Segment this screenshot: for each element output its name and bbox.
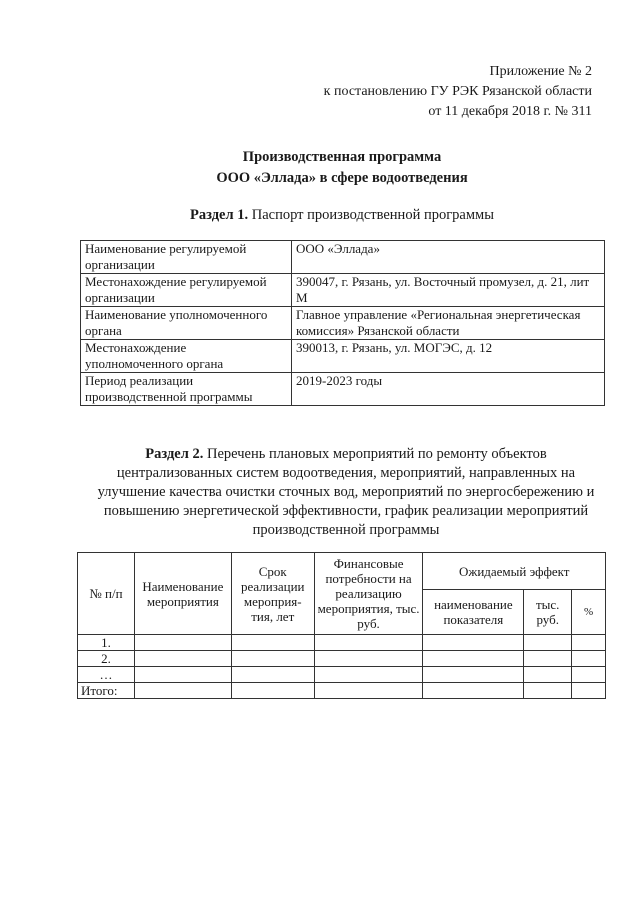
- total-row: [78, 683, 606, 699]
- header-number: № п/п: [78, 553, 135, 635]
- passport-row: [81, 274, 605, 307]
- header-term: Срок реализации мероприя-тия, лет: [231, 553, 314, 635]
- document-subtitle: ООО «Эллада» в сфере водоотведения: [216, 170, 468, 186]
- appendix-block: [324, 62, 592, 122]
- passport-value: 2019-2023 годы: [292, 373, 605, 406]
- header-percent: %: [572, 590, 606, 635]
- section-1-heading: [0, 207, 640, 224]
- passport-label: Местонахождение регулируемой организации: [81, 274, 292, 307]
- passport-row: [81, 340, 605, 373]
- section-2-label: Раздел 2.: [145, 446, 204, 462]
- passport-value: 390013, г. Рязань, ул. МОГЭС, д. 12: [292, 340, 605, 373]
- section-2-heading: [96, 445, 596, 540]
- appendix-line-2: к постановлению ГУ РЭК Рязанской области: [323, 84, 592, 99]
- row-number: 2.: [78, 651, 135, 667]
- section-2-text: Перечень плановых мероприятий по ремонту объектов централизованных систем водоотведения, мероприятий, направленных на улучшение качества очистки сточных вод, мероприятий по энергосбережению и повышению энергетической эффективности, график реализации мероприятий производственной программы: [97, 446, 595, 538]
- row-number: …: [78, 667, 135, 683]
- header-expected-effect: Ожидаемый эффект: [423, 553, 606, 590]
- events-header-row: [78, 553, 606, 590]
- passport-value: Главное управление «Региональная энергетическая комиссия» Рязанской области: [292, 307, 605, 340]
- passport-table: [80, 240, 605, 406]
- passport-row: [81, 307, 605, 340]
- header-indicator-name: наименование показателя: [423, 590, 524, 635]
- appendix-line-3: от 11 декабря 2018 г. № 311: [428, 104, 592, 119]
- passport-label: Наименование регулируемой организации: [81, 241, 292, 274]
- table-row: [78, 635, 606, 651]
- section-1-text: Паспорт производственной программы: [248, 207, 494, 223]
- header-event-name: Наименование мероприятия: [134, 553, 231, 635]
- passport-label: Наименование уполномоченного органа: [81, 307, 292, 340]
- events-table: [77, 552, 606, 699]
- table-row: [78, 651, 606, 667]
- row-number: 1.: [78, 635, 135, 651]
- passport-label: Период реализации производственной программы: [81, 373, 292, 406]
- passport-row: [81, 241, 605, 274]
- total-label: Итого:: [78, 683, 135, 699]
- table-row: [78, 667, 606, 683]
- appendix-line-1: Приложение № 2: [489, 64, 592, 79]
- passport-value: 390047, г. Рязань, ул. Восточный промузел, д. 21, лит М: [292, 274, 605, 307]
- document-title: Производственная программа: [242, 149, 442, 165]
- passport-value: ООО «Эллада»: [292, 241, 605, 274]
- section-1-label: Раздел 1.: [190, 207, 249, 223]
- passport-label: Местонахождение уполномоченного органа: [81, 340, 292, 373]
- header-thousand-rub: тыс. руб.: [524, 590, 572, 635]
- passport-row: [81, 373, 605, 406]
- header-finance: Финансовые потребности на реализацию мероприятия, тыс. руб.: [314, 553, 423, 635]
